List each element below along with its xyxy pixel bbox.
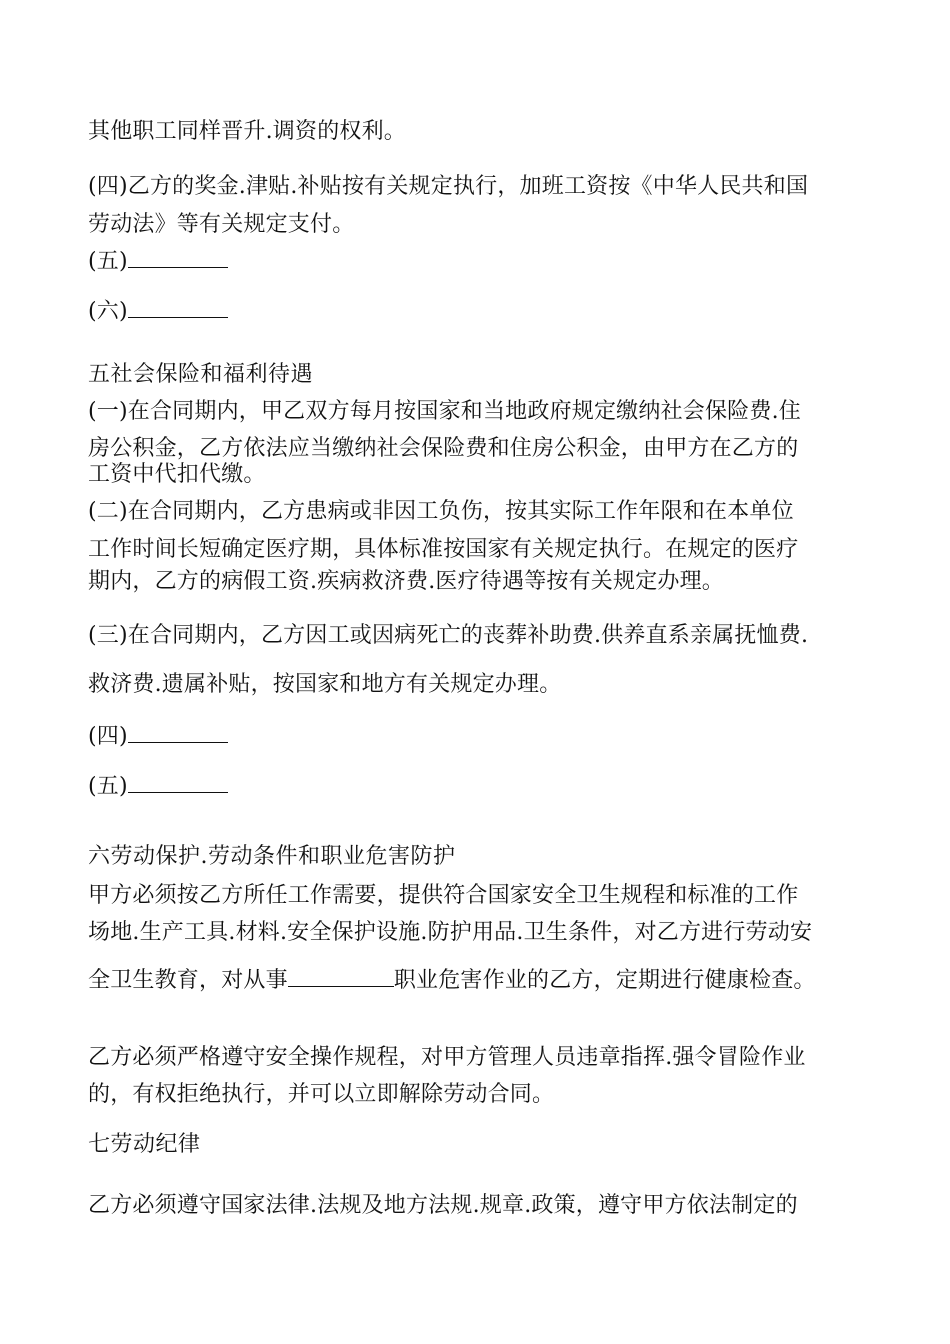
paragraph-line: 甲方必须按乙方所任工作需要，提供符合国家安全卫生规程和标准的工作 (88, 883, 799, 908)
paragraph-line: 工资中代扣代缴。 (88, 462, 266, 487)
blank-item-line (88, 247, 228, 277)
paragraph-line: 工作时间长短确定医疗期，具体标准按国家有关规定执行。在规定的医疗 (88, 537, 799, 562)
fill-in-blank[interactable] (128, 722, 228, 743)
blank-item-line (88, 772, 228, 802)
paragraph-line: 劳动法》等有关规定支付。 (88, 212, 355, 237)
line-text-after-blank: 职业危害作业的乙方，定期进行健康检查。 (393, 968, 816, 993)
fill-in-blank[interactable] (288, 966, 394, 987)
line-text-before-blank: 全卫生教育，对从事 (88, 968, 288, 993)
fill-in-blank[interactable] (128, 772, 228, 793)
paragraph-line: 救济费.遗属补贴，按国家和地方有关规定办理。 (88, 672, 562, 697)
paragraph-line: (一)在合同期内，甲乙双方每月按国家和当地政府规定缴纳社会保险费.住 (88, 399, 801, 424)
item-number: (四) (88, 724, 128, 749)
paragraph-line: 期内，乙方的病假工资.疾病救济费.医疗待遇等按有关规定办理。 (88, 569, 724, 594)
paragraph-line: 房公积金，乙方依法应当缴纳社会保险费和住房公积金，由甲方在乙方的 (88, 436, 799, 461)
paragraph-line: (二)在合同期内，乙方患病或非因工负伤，按其实际工作年限和在本单位 (88, 499, 794, 524)
item-number: (五) (88, 249, 128, 274)
paragraph-line: 乙方必须遵守国家法律.法规及地方法规.规章.政策，遵守甲方依法制定的 (88, 1193, 798, 1218)
paragraph-line: 的，有权拒绝执行，并可以立即解除劳动合同。 (88, 1082, 555, 1107)
blank-item-line (88, 297, 228, 327)
fill-in-blank[interactable] (128, 297, 228, 318)
fill-in-blank[interactable] (128, 247, 228, 268)
item-number: (五) (88, 774, 128, 799)
section-heading: 六劳动保护.劳动条件和职业危害防护 (88, 844, 456, 869)
blank-item-line (88, 722, 228, 752)
paragraph-line: 其他职工同样晋升.调资的权利。 (88, 119, 406, 144)
item-number: (六) (88, 299, 128, 324)
paragraph-line: 场地.生产工具.材料.安全保护设施.防护用品.卫生条件，对乙方进行劳动安 (88, 920, 813, 945)
paragraph-line-with-blank (88, 966, 816, 996)
section-heading: 五社会保险和福利待遇 (88, 362, 314, 387)
section-heading: 七劳动纪律 (88, 1132, 201, 1157)
paragraph-line: (四)乙方的奖金.津贴.补贴按有关规定执行，加班工资按《中华人民共和国 (88, 174, 809, 199)
paragraph-line: 乙方必须严格遵守安全操作规程，对甲方管理人员违章指挥.强令冒险作业 (88, 1045, 806, 1070)
paragraph-line: (三)在合同期内，乙方因工或因病死亡的丧葬补助费.供养直系亲属抚恤费. (88, 623, 809, 648)
